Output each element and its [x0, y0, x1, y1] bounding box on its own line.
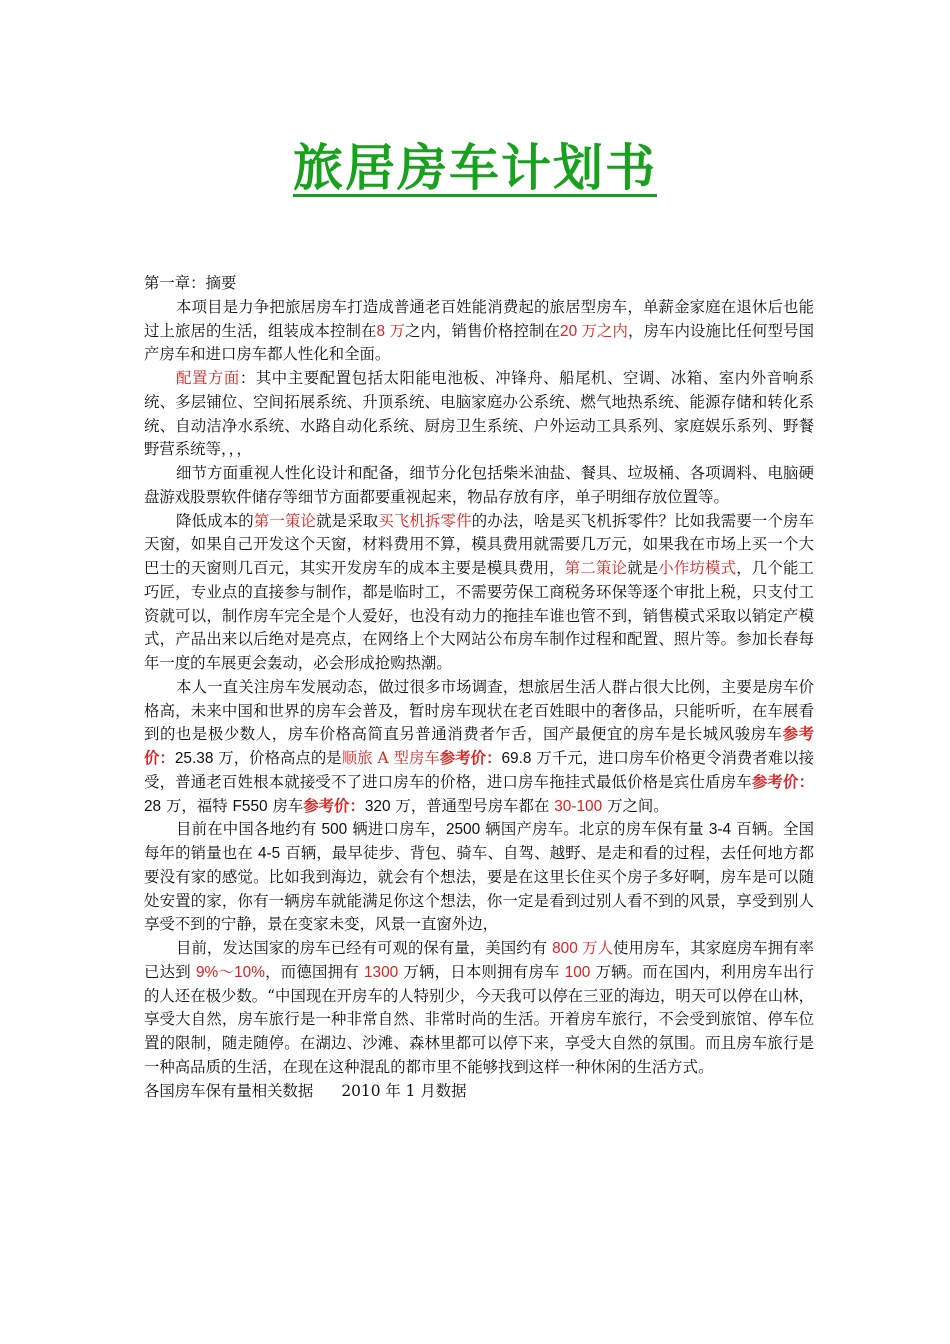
highlight-buy-parts: 买飞机拆零件 [378, 511, 472, 530]
highlight-price-range: 30-100 [554, 797, 603, 815]
highlight-us-rate: 9%～10% [196, 963, 265, 981]
paragraph-summary: 本项目是力争把旅居房车打造成普通老百姓能消费起的旅居型房车，单薪金家庭在退休后也能过上旅居的生活，组装成本控制在8 万之内，销售价格控制在20 万之内，房车内设施比任何型号国产房车和进口房车都人性化和全面。 [144, 297, 814, 364]
highlight-strategy-1: 第一策论 [253, 511, 317, 530]
ref-price-label: 参考价： [144, 725, 814, 767]
chapter-heading: 第一章：摘要 [144, 274, 237, 292]
highlight-shunlv: 顺旅 A 型房车 [341, 749, 440, 767]
paragraph-china-stats: 目前在中国各地约有 500 辆进口房车，2500 辆国产房车。北京的房车保有量 3-4 百辆。全国每年的销量也在 4-5 百辆，最早徒步、背包、骑车、自驾、越野、是走和看的过程，去任何地方都要没有家的感觉。比如我到海边，就会有个想法，要是在这里长住买个房子多好啊，房车是可以随处安置的家，你有一辆房车就能满足你这个想法，你一定是看到过别人看不到的风景，享受到别人享受不到的宁静，景在变家未变，风景一直窗外边， [144, 820, 814, 934]
highlight-workshop: 小作坊模式 [658, 559, 737, 577]
paragraph-global-stats: 目前，发达国家的房车已经有可观的保有量，美国约有 800 万人使用房车，其家庭房车拥有率已达到 9%～10%，而德国拥有 1300 万辆，日本则拥有房车 100 万辆。而在国内，利用房车出行的人还在极少数。“中国现在开房车的人特别少，今天我可以停在三亚的海边，明天可以停在山林，享受大自然，房车旅行是一种非常自然、非常时尚的生活。开着房车旅行，不会受到旅馆、停车位置的限制，随走随停。在湖边、沙滩、森林里都可以停下来，享受大自然的氛围。而且房车旅行是一种高品质的生活，在现在这种混乱的都市里不能够找到这样一种休闲的生活方式。 [144, 939, 814, 1076]
document-title: 旅居房车计划书 [293, 138, 657, 197]
paragraph-cost-strategy: 降低成本的第一策论就是采取买飞机拆零件的办法，啥是买飞机拆零件？比如我需要一个房车天窗，如果自己开发这个天窗，材料费用不算，模具费用就需要几万元，如果我在市场上买一个大巴士的天窗则几百元，其实开发房车的成本主要是模具费用，第二策论就是小作坊模式，几个能工巧匠，专业点的直接参与制作，都是临时工，不需要劳保工商税务环保等逐个审批上税，只支付工资就可以，制作房车完全是个人爱好，也没有动力的拖挂车谁也管不到，销售模式采取以销定产模式，产品出来以后绝对是亮点，在网络上个大网站公布房车制作过程和配置、照片等。参加长春每年一度的车展更会轰动，必会形成抢购热潮。 [144, 511, 814, 672]
highlight-cost: 8 万 [376, 322, 405, 340]
highlight-japan: 100 [564, 963, 591, 981]
highlight-config: 配置方面 [176, 369, 240, 387]
ref-price-label: 参考价： [303, 796, 365, 815]
document-body [144, 272, 814, 1103]
data-caption: 各国房车保有量相关数据 2010 年 1 月数据 [144, 1081, 467, 1100]
highlight-price: 20 万之内 [560, 322, 629, 340]
paragraph-configuration: 配置方面：其中主要配置包括太阳能电池板、冲锋舟、船尾机、空调、冰箱、室内外音响系统、多层铺位、空间拓展系统、升顶系统、电脑家庭办公系统、燃气地热系统、能源存储和转化系统、自动洁净水系统、水路自动化系统、厨房卫生系统、户外运动工具系列、家庭娱乐系列、野餐野营系统等，，， [144, 369, 814, 459]
highlight-strategy-2: 第二策论 [564, 559, 628, 577]
paragraph-market: 本人一直关注房车发展动态，做过很多市场调查，想旅居生活人群占很大比例，主要是房车价格高，未来中国和世界的房车会普及，暂时房车现状在老百姓眼中的奢侈品，只能听听，在车展看到的也是极少数人，房车价格高简直另普通消费者乍舌，国产最便宜的房车是长城风骏房车参考价：25.38 万，价格高点的是顺旅 A 型房车参考价：69.8 万千元，进口房车价格更令消费者难以接受，普通老百姓根本就接受不了进口房车的价格，进口房车拖挂式最低价格是宾仕盾房车参考价：28 万，福特 F550 房车参考价：320 万，普通型号房车都在 30-100 万之间。 [144, 677, 814, 815]
ref-price-label: 参考价： [751, 772, 814, 791]
highlight-germany: 1300 [363, 963, 399, 981]
highlight-us-users: 800 万人 [552, 940, 614, 957]
ref-price-label: 参考价： [439, 749, 502, 767]
paragraph-details: 细节方面重视人性化设计和配备，细节分化包括柴米油盐、餐具、垃圾桶、各项调料、电脑硬盘游戏股票软件储存等细节方面都要重视起来，物品存放有序，单子明细存放位置等。 [144, 464, 814, 506]
